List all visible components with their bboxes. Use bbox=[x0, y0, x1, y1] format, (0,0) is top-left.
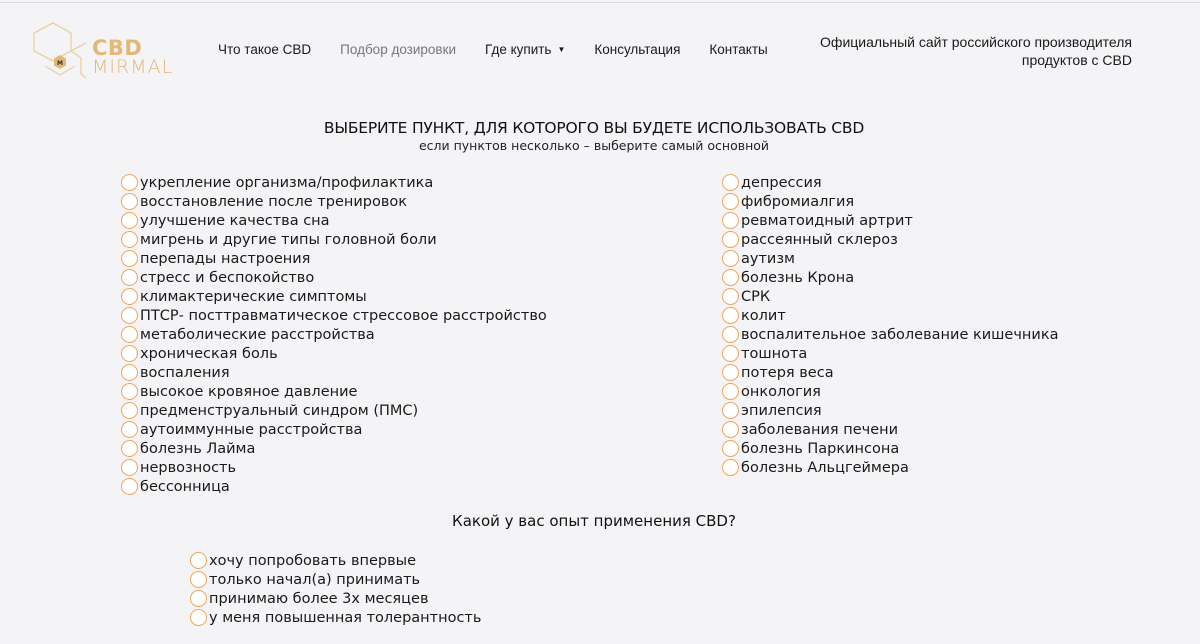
radio-button-icon[interactable] bbox=[121, 383, 138, 400]
radio-button-icon[interactable] bbox=[722, 212, 739, 229]
radio-option-label: мигрень и другие типы головной боли bbox=[140, 231, 437, 248]
radio-option-label: онкология bbox=[741, 383, 821, 400]
radio-option-label: СРК bbox=[741, 288, 771, 305]
radio-button-icon[interactable] bbox=[121, 231, 138, 248]
question-1-title: ВЫБЕРИТЕ ПУНКТ, ДЛЯ КОТОРОГО ВЫ БУДЕТЕ ИСПОЛЬЗОВАТЬ CBD bbox=[323, 119, 865, 137]
nav-consultation[interactable]: Консультация bbox=[594, 42, 681, 57]
radio-button-icon[interactable] bbox=[722, 402, 739, 419]
radio-option-label: колит bbox=[741, 307, 786, 324]
radio-button-icon[interactable] bbox=[190, 571, 207, 588]
logo[interactable] bbox=[30, 18, 180, 82]
radio-option[interactable] bbox=[722, 211, 1058, 230]
radio-option-label: метаболические расстройства bbox=[140, 326, 375, 343]
radio-button-icon[interactable] bbox=[190, 609, 207, 626]
radio-option[interactable] bbox=[722, 458, 1058, 477]
radio-option[interactable] bbox=[121, 344, 547, 363]
radio-option-label: болезнь Альцгеймера bbox=[741, 459, 909, 476]
radio-option-label: аутоиммунные расстройства bbox=[140, 421, 363, 438]
radio-option[interactable] bbox=[121, 306, 547, 325]
radio-option-label: хочу попробовать впервые bbox=[209, 552, 417, 569]
radio-button-icon[interactable] bbox=[722, 288, 739, 305]
radio-option-label: улучшение качества сна bbox=[140, 212, 330, 229]
radio-button-icon[interactable] bbox=[121, 250, 138, 267]
radio-option[interactable] bbox=[722, 344, 1058, 363]
radio-option-label: у меня повышенная толерантность bbox=[209, 609, 482, 626]
radio-option[interactable] bbox=[722, 439, 1058, 458]
radio-option-label: хроническая боль bbox=[140, 345, 278, 362]
radio-option[interactable] bbox=[121, 477, 547, 496]
radio-option-label: воспалительное заболевание кишечника bbox=[741, 326, 1059, 343]
radio-button-icon[interactable] bbox=[722, 345, 739, 362]
radio-button-icon[interactable] bbox=[121, 269, 138, 286]
radio-option[interactable] bbox=[722, 287, 1058, 306]
question-1-subtitle: если пунктов несколько – выберите самый основной bbox=[418, 138, 770, 153]
radio-option[interactable] bbox=[121, 192, 547, 211]
radio-option-label: болезнь Лайма bbox=[140, 440, 256, 457]
radio-button-icon[interactable] bbox=[722, 231, 739, 248]
radio-option-label: тошнота bbox=[741, 345, 808, 362]
radio-button-icon[interactable] bbox=[722, 326, 739, 343]
radio-option[interactable] bbox=[722, 268, 1058, 287]
logo-mirmal-text: MIRMAL bbox=[92, 56, 174, 78]
radio-option[interactable] bbox=[121, 268, 547, 287]
radio-option[interactable] bbox=[190, 551, 481, 570]
experience-options bbox=[190, 551, 481, 627]
radio-button-icon[interactable] bbox=[722, 383, 739, 400]
radio-button-icon[interactable] bbox=[121, 440, 138, 457]
chevron-down-icon: ▼ bbox=[557, 45, 566, 54]
radio-option[interactable] bbox=[722, 173, 1058, 192]
radio-option-label: ревматоидный артрит bbox=[741, 212, 913, 229]
radio-option-label: только начал(а) принимать bbox=[209, 571, 421, 588]
radio-button-icon[interactable] bbox=[121, 478, 138, 495]
radio-option[interactable] bbox=[121, 287, 547, 306]
radio-button-icon[interactable] bbox=[121, 345, 138, 362]
main-nav bbox=[218, 42, 768, 57]
radio-option-label: восстановление после тренировок bbox=[140, 193, 408, 210]
radio-option[interactable] bbox=[121, 325, 547, 344]
svg-text:M: M bbox=[57, 60, 63, 67]
radio-button-icon[interactable] bbox=[121, 459, 138, 476]
radio-option[interactable] bbox=[722, 401, 1058, 420]
radio-button-icon[interactable] bbox=[121, 193, 138, 210]
radio-option-label: рассеянный склероз bbox=[741, 231, 898, 248]
radio-option[interactable] bbox=[121, 458, 547, 477]
radio-option-label: нервозность bbox=[140, 459, 237, 476]
radio-button-icon[interactable] bbox=[190, 590, 207, 607]
radio-option-label: перепады настроения bbox=[140, 250, 311, 267]
radio-option-label: бессонница bbox=[140, 478, 230, 495]
radio-option[interactable] bbox=[121, 420, 547, 439]
radio-option[interactable] bbox=[121, 439, 547, 458]
radio-button-icon[interactable] bbox=[121, 421, 138, 438]
radio-button-icon[interactable] bbox=[722, 193, 739, 210]
radio-button-icon[interactable] bbox=[722, 269, 739, 286]
radio-option-label: аутизм bbox=[741, 250, 795, 267]
radio-option-label: укрепление организма/профилактика bbox=[140, 174, 434, 191]
radio-button-icon[interactable] bbox=[121, 402, 138, 419]
nav-where-to-buy-label: Где купить bbox=[485, 42, 552, 57]
radio-option-label: климактерические симптомы bbox=[140, 288, 367, 305]
radio-option[interactable] bbox=[722, 363, 1058, 382]
radio-option[interactable] bbox=[722, 192, 1058, 211]
radio-option[interactable] bbox=[722, 325, 1058, 344]
site-tagline bbox=[820, 33, 1132, 69]
nav-dosage-selection[interactable]: Подбор дозировки bbox=[340, 42, 457, 57]
radio-button-icon[interactable] bbox=[722, 250, 739, 267]
radio-option[interactable] bbox=[722, 249, 1058, 268]
purpose-options-right bbox=[722, 173, 1058, 477]
radio-option-label: принимаю более 3х месяцев bbox=[209, 590, 429, 607]
top-divider bbox=[0, 2, 1200, 3]
radio-option-label: воспаления bbox=[140, 364, 230, 381]
radio-option-label: депрессия bbox=[741, 174, 822, 191]
radio-button-icon[interactable] bbox=[121, 364, 138, 381]
radio-option-label: заболевания печени bbox=[741, 421, 899, 438]
radio-option[interactable] bbox=[722, 306, 1058, 325]
radio-button-icon[interactable] bbox=[722, 307, 739, 324]
radio-option[interactable] bbox=[190, 570, 481, 589]
radio-button-icon[interactable] bbox=[121, 307, 138, 324]
purpose-options-left bbox=[121, 173, 547, 496]
radio-option[interactable] bbox=[121, 382, 547, 401]
radio-option-label: болезнь Крона bbox=[741, 269, 855, 286]
radio-option-label: предменструальный синдром (ПМС) bbox=[140, 402, 419, 419]
logo-wordmark bbox=[92, 38, 173, 77]
radio-button-icon[interactable] bbox=[190, 552, 207, 569]
radio-option-label: стресс и беспокойство bbox=[140, 269, 315, 286]
radio-option[interactable] bbox=[121, 211, 547, 230]
radio-option[interactable] bbox=[121, 363, 547, 382]
radio-button-icon[interactable] bbox=[722, 440, 739, 457]
radio-button-icon[interactable] bbox=[121, 174, 138, 191]
radio-button-icon[interactable] bbox=[121, 212, 138, 229]
radio-option-label: болезнь Паркинсона bbox=[741, 440, 900, 457]
nav-what-is-cbd[interactable]: Что такое CBD bbox=[218, 42, 312, 57]
radio-option[interactable] bbox=[722, 382, 1058, 401]
radio-option[interactable] bbox=[722, 420, 1058, 439]
radio-button-icon[interactable] bbox=[722, 459, 739, 476]
nav-contacts[interactable]: Контакты bbox=[709, 42, 768, 57]
radio-option[interactable] bbox=[190, 589, 481, 608]
radio-option[interactable] bbox=[121, 230, 547, 249]
logo-cbd-text: CBD bbox=[92, 36, 143, 60]
radio-option-label: эпилепсия bbox=[741, 402, 822, 419]
radio-option[interactable] bbox=[190, 608, 481, 627]
radio-option[interactable] bbox=[121, 173, 547, 192]
radio-button-icon[interactable] bbox=[121, 326, 138, 343]
radio-option-label: фибромиалгия bbox=[741, 193, 855, 210]
radio-option[interactable] bbox=[121, 401, 547, 420]
radio-option-label: ПТСР- посттравматическое стрессовое расстройство bbox=[140, 307, 547, 324]
radio-button-icon[interactable] bbox=[722, 421, 739, 438]
radio-button-icon[interactable] bbox=[722, 364, 739, 381]
radio-option[interactable] bbox=[722, 230, 1058, 249]
radio-option-label: высокое кровяное давление bbox=[140, 383, 358, 400]
nav-where-to-buy[interactable] bbox=[485, 42, 565, 57]
radio-button-icon[interactable] bbox=[121, 288, 138, 305]
tagline-line-2: продуктов с CBD bbox=[1021, 52, 1132, 68]
radio-option[interactable] bbox=[121, 249, 547, 268]
radio-option-label: потеря веса bbox=[741, 364, 834, 381]
question-2-title: Какой у вас опыт применения CBD? bbox=[452, 512, 736, 530]
tagline-line-1: Официальный сайт российского производителя bbox=[820, 34, 1132, 50]
radio-button-icon[interactable] bbox=[722, 174, 739, 191]
